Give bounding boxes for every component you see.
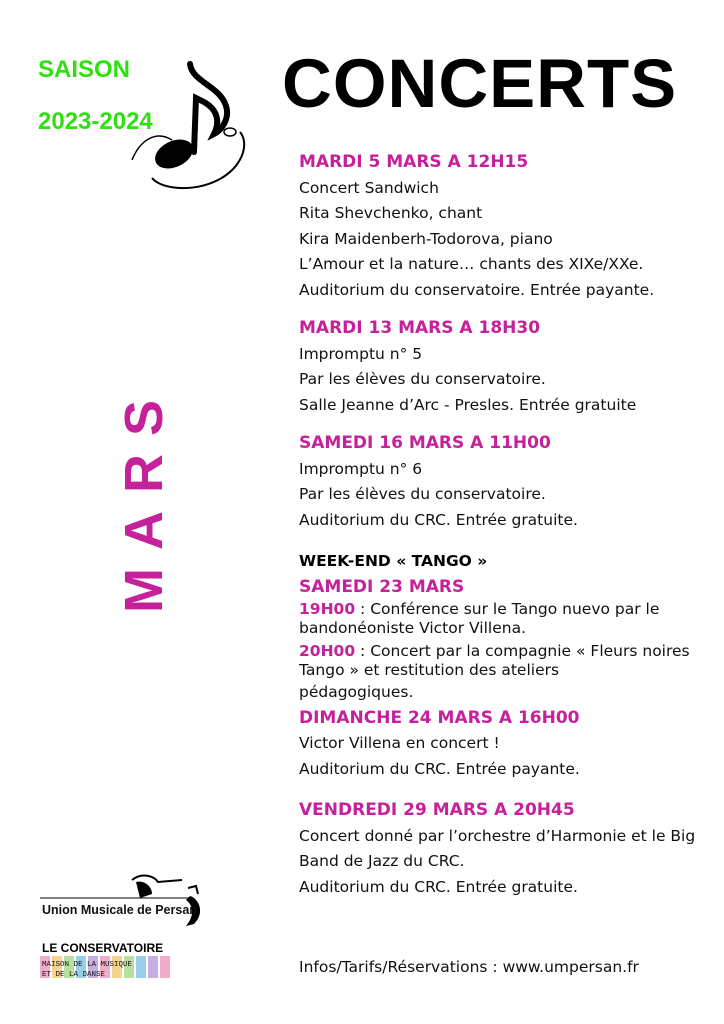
item-time: 20H00 — [299, 642, 356, 660]
event-date: MARDI 13 MARS A 18H30 — [299, 318, 541, 338]
music-note-icon — [122, 60, 258, 196]
union-logo-text: Union Musicale de Persan — [42, 903, 197, 917]
saturday-date: SAMEDI 23 MARS — [299, 576, 465, 597]
event-line: Auditorium du CRC. Entrée gratuite. — [299, 877, 578, 896]
saturday-item-1 — [299, 600, 699, 638]
event-line: Concert Sandwich — [299, 178, 439, 197]
event-line: Impromptu n° 6 — [299, 459, 423, 478]
saturday-item-2 — [299, 642, 699, 680]
union-musicale-logo — [40, 868, 212, 930]
event-date: SAMEDI 16 MARS A 11H00 — [299, 433, 551, 453]
infos-line: Infos/Tarifs/Réservations : www.umpersan.fr — [299, 958, 639, 976]
conservatoire-title: LE CONSERVATOIRE — [42, 941, 164, 955]
item-text: : Concert par la compagnie « Fleurs noires Tango » et restitution des ateliers — [299, 642, 690, 679]
events-list — [299, 150, 699, 913]
event-final — [299, 798, 699, 900]
conductor-icon — [132, 876, 200, 926]
event-line: Par les élèves du conservatoire. — [299, 370, 546, 388]
event-line: Auditorium du conservatoire. Entrée payante. — [299, 280, 655, 299]
event-line: Victor Villena en concert ! — [299, 734, 500, 752]
month-vertical-label — [86, 368, 186, 618]
event-3 — [299, 431, 699, 533]
event-line: Concert donné par l’orchestre d’Harmonie et le Big Band de Jazz du CRC. — [299, 826, 696, 870]
event-2 — [299, 316, 699, 418]
page-title: CONCERTS — [282, 45, 678, 122]
conservatoire-subtitle-2: ET DE LA DANSE — [42, 971, 106, 979]
season-label: SAISON — [38, 56, 131, 83]
item-time: 19H00 — [299, 600, 356, 618]
event-date: VENDREDI 29 MARS A 20H45 — [299, 800, 575, 820]
event-line: Impromptu n° 5 — [299, 344, 423, 363]
item-text: : Conférence sur le Tango nuevo par le bandonéoniste Victor Villena. — [299, 600, 660, 637]
event-line: Rita Shevchenko, chant — [299, 204, 483, 222]
event-line: L’Amour et la nature… chants des XIXe/XXe. — [299, 255, 644, 273]
event-1 — [299, 150, 699, 303]
event-date: MARDI 5 MARS A 12H15 — [299, 152, 529, 172]
event-line: Kira Maidenberh-Todorova, piano — [299, 229, 553, 248]
event-line: Salle Jeanne d’Arc - Presles. Entrée gratuite — [299, 395, 637, 414]
saturday-extra: pédagogiques. — [299, 683, 414, 701]
conservatoire-subtitle-1: MAISON DE LA MUSIQUE — [42, 961, 133, 969]
weekend-title: WEEK-END « TANGO » — [299, 552, 488, 570]
month-label: MARS — [114, 382, 174, 613]
event-line: Auditorium du CRC. Entrée payante. — [299, 759, 580, 778]
conservatoire-logo — [40, 940, 178, 980]
event-line: Par les élèves du conservatoire. — [299, 485, 546, 503]
event-line: Auditorium du CRC. Entrée gratuite. — [299, 510, 578, 529]
sunday-date: DIMANCHE 24 MARS A 16H00 — [299, 707, 580, 728]
weekend-tango — [299, 549, 699, 782]
season-years: 2023-2024 — [38, 108, 153, 135]
